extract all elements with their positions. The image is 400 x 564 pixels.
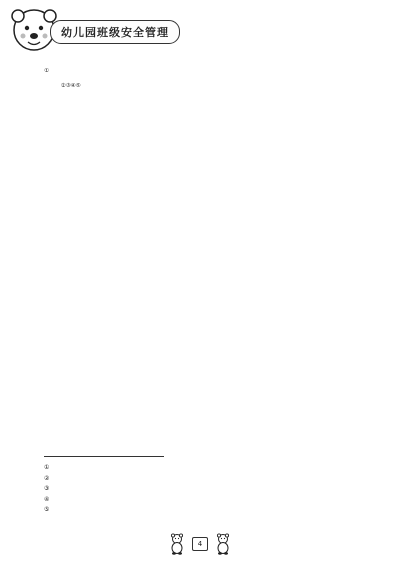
- footnote-text: [56, 463, 360, 474]
- footnote-divider: [44, 456, 164, 457]
- paragraph-1: [44, 66, 360, 81]
- footnote-item: [44, 463, 360, 474]
- footnote-ref[interactable]: ①: [44, 68, 49, 75]
- bear-icon: [168, 533, 186, 555]
- body-text: [44, 66, 360, 444]
- header-banner: [50, 20, 180, 44]
- footnote-marker: ①: [44, 464, 50, 471]
- footnote-ref[interactable]: ③: [65, 83, 71, 89]
- footnote-marker: ⑤: [44, 506, 50, 514]
- footnote-ref[interactable]: ⑤: [75, 83, 81, 89]
- footnote-ref[interactable]: ②: [60, 83, 66, 89]
- footnote-text: [56, 484, 360, 495]
- footnote-text: [56, 495, 360, 506]
- header-title: 幼儿园班级安全管理: [61, 26, 169, 39]
- footnotes: [44, 463, 360, 525]
- chapter-header: [10, 6, 180, 56]
- footnote-item: [44, 474, 360, 485]
- footnote-item: [44, 505, 360, 516]
- footnote-text: [56, 505, 360, 516]
- page-number: 4: [192, 537, 208, 551]
- footnote-marker: ②: [44, 474, 50, 482]
- footnote-item: [44, 495, 360, 506]
- page-footer: [168, 531, 232, 557]
- footnote-item: [44, 484, 360, 495]
- footnote-marker: ③: [44, 485, 50, 493]
- paragraph-2: [44, 81, 360, 96]
- footnote-ref[interactable]: ④: [70, 83, 76, 89]
- footnote-text: [56, 474, 360, 485]
- bear-icon: [214, 533, 232, 555]
- footnote-marker: ④: [44, 495, 50, 503]
